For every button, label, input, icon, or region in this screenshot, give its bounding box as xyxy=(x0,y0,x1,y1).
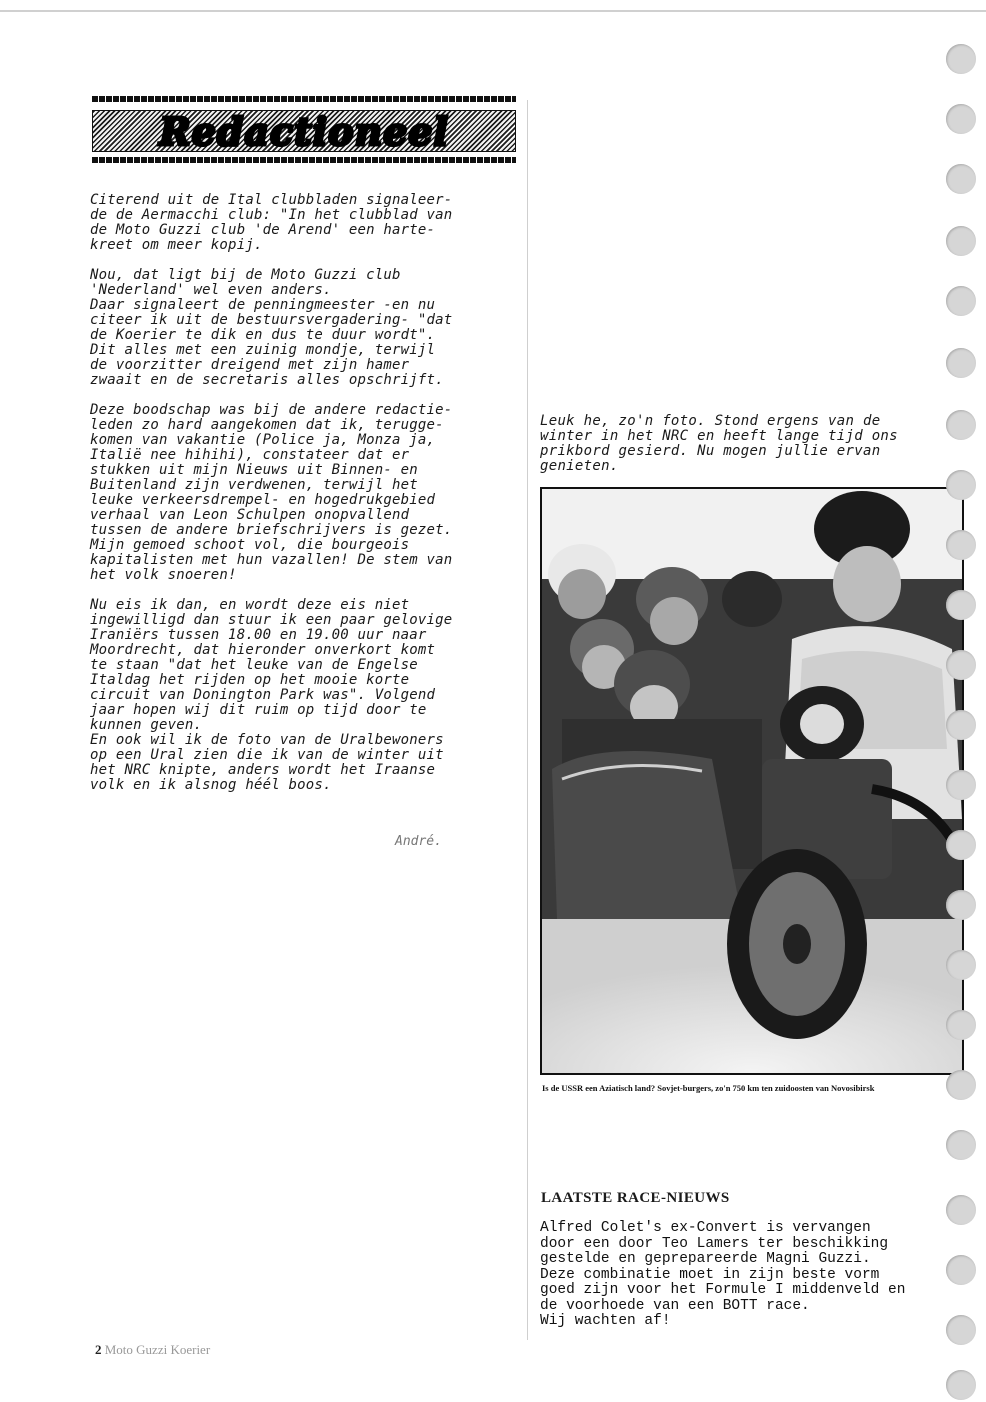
binder-hole xyxy=(946,164,976,194)
binder-hole xyxy=(946,1255,976,1285)
publication-name: Moto Guzzi Koerier xyxy=(104,1342,211,1357)
binder-hole xyxy=(946,1195,976,1225)
binder-hole xyxy=(946,470,976,500)
header-title: Redactioneel xyxy=(159,108,449,154)
column-divider xyxy=(527,100,528,1340)
newspaper-photo xyxy=(540,487,964,1075)
header-rule-top xyxy=(92,96,516,102)
binder-hole xyxy=(946,890,976,920)
paragraph-3: Deze boodschap was bij de andere redactie- leden zo hard aangekomen dat ik, terugge- komen van vakantie (Police ja, Monza ja, Italië nee hihihi), constateer dat er stukken uit mijn Nieuws uit Binnen- en Buitenland zijn verdwenen, terwijl het leuke verkeersdrempel- en hogedrukgebied verhaal van Leon Schulpen onopvallend tussen de andere briefschrijvers is gezet. Mijn gemoed schoot vol, die bourgeois kapitalisten met hun vazallen! De stem van het volk snoeren! xyxy=(90,402,453,583)
page-number: 2 xyxy=(95,1342,102,1357)
binder-hole xyxy=(946,650,976,680)
signature: André. xyxy=(395,834,442,849)
binder-hole xyxy=(946,44,976,74)
news-body: Alfred Colet's ex-Convert is vervangen door een door Teo Lamers ter beschikking gestelde en geprepareerde Magni Guzzi. Deze combinatie moet in zijn beste vorm goed zijn voor het Formule I middenveld en de voorhoede van een BOTT race. Wij wachten af! xyxy=(540,1220,906,1329)
binder-hole xyxy=(946,410,976,440)
sidecar-photo-illustration xyxy=(542,489,962,1073)
photo-caption: Is de USSR een Aziatisch land? Sovjet-burgers, zo'n 750 km ten zuidoosten van Novosibirsk xyxy=(542,1083,875,1093)
news-heading: LAATSTE RACE-NIEUWS xyxy=(541,1190,730,1206)
binder-hole xyxy=(946,1070,976,1100)
paragraph-1: Citerend uit de Ital clubbladen signaleer- de de Aermacchi club: "In het clubblad van de Moto Guzzi club 'de Arend' een harte- kreet om meer kopij. xyxy=(90,192,453,253)
binder-hole xyxy=(946,770,976,800)
binder-hole xyxy=(946,104,976,134)
binder-hole xyxy=(946,1130,976,1160)
page-footer xyxy=(95,1342,210,1358)
binder-hole xyxy=(946,830,976,860)
binder-hole xyxy=(946,530,976,560)
paragraph-2: Nou, dat ligt bij de Moto Guzzi club 'Nederland' wel even anders. Daar signaleert de penningmeester -en nu citeer ik uit de bestuursvergadering- "dat de Koerier te dik en dus te duur wordt". Dit alles met een zuinig mondje, terwijl de voorzitter dreigend met zijn hamer zwaait en de secretaris alles opschrijft. xyxy=(90,267,453,388)
binder-hole xyxy=(946,950,976,980)
binder-hole xyxy=(946,590,976,620)
binder-hole xyxy=(946,710,976,740)
page-edge xyxy=(0,10,986,12)
photo-intro-text: Leuk he, zo'n foto. Stond ergens van de winter in het NRC en heeft lange tijd ons prikbord gesierd. Nu mogen jullie ervan genieten. xyxy=(540,413,898,474)
header-rule-bottom xyxy=(92,157,516,163)
binder-hole xyxy=(946,1315,976,1345)
binder-hole xyxy=(946,1370,976,1400)
header-banner xyxy=(92,110,516,152)
binder-hole xyxy=(946,226,976,256)
paragraph-4: Nu eis ik dan, en wordt deze eis niet ingewilligd dan stuur ik een paar gelovige Iraniërs tussen 18.00 en 19.00 uur naar Moordrecht, dat hieronder onverkort komt te staan "dat het leuke van de Engelse Italdag het rijden op het mooie korte circuit van Donington Park was". Volgend jaar hopen wij dit ruim op tijd door te kunnen geven. En ook wil ik de foto van de Uralbewoners op een Ural zien die ik van de winter uit het NRC knipte, anders wordt het Iraanse volk en ik alsnog héél boos. xyxy=(90,597,453,793)
binder-hole xyxy=(946,1010,976,1040)
binder-hole xyxy=(946,348,976,378)
editorial-body xyxy=(90,193,520,808)
binder-hole xyxy=(946,286,976,316)
